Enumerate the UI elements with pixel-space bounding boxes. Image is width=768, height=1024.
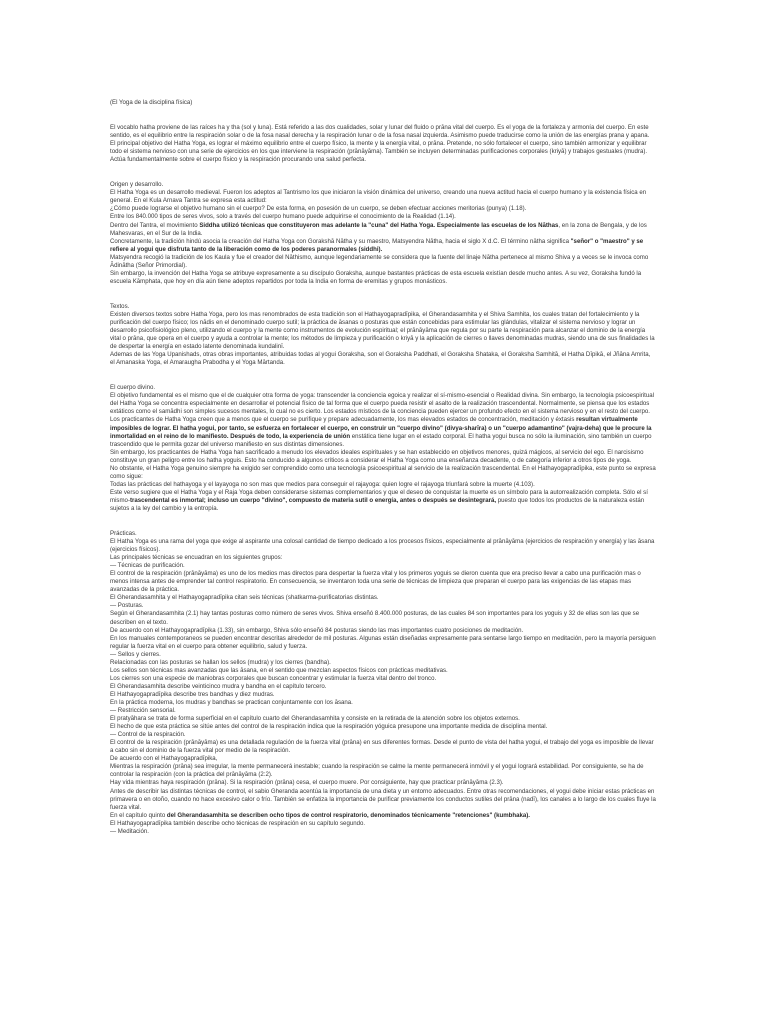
origen-paragraph-4 (110, 222, 656, 238)
cuerpo-p6-bold: trascendental es inmortal; incluso un cuerpo "divino", compuesto de materia sutil o energía, antes o después se desintegrará, (129, 496, 497, 504)
practicas-paragraph-18: Mientras la respiración (prāna) sea irregular, la mente permanecerá inestable; cuando la respiración se calme la mente permanecerá inmóvil y el yogui logrará estabilidad. Por consiguiente, se ha de controlar la respiración (con la práctica del prānāyāma (2:2). (110, 763, 644, 779)
meditacion-subheading: — Meditación. (110, 827, 149, 835)
practicas-paragraph-11: El Gherandasamhita describe veinticinco mudra y bandha en el capítulo tercero. (110, 682, 327, 690)
textos-heading: Textos. (110, 302, 130, 310)
control-subheading: — Control de la respiración. (110, 731, 186, 739)
practicas-paragraph-8: Relacionadas con las posturas se hallan los sellos (mudra) y los cierres (bandha). (110, 658, 331, 666)
practicas-paragraph-14: El pratyāhara se trata de forma superficial en el capítulo cuarto del Gherandasamhita y consiste en la retirada de la atención sobre los objetos externos. (110, 715, 520, 723)
posturas-subheading: — Posturas. (110, 602, 144, 610)
origen-p4-text-c: , en la zona de Bengala, y de los Mahesvaras, en el Sur de la India. (110, 221, 647, 237)
origen-paragraph-6: Matsyendra recogió la tradición de los Kaula y fue el creador del Nāthismo, aunque legendariamente se considera que la fuente del linaje Nātha pertenece al mismo Shiva y a veces se le invoca como Ādinātha (Señor Primordial). (110, 253, 649, 269)
origen-paragraph-3: Entre los 840.000 tipos de seres vivos, solo a través del cuerpo humano puede adquirirse el conocimiento de la Realidad (1.14). (110, 213, 456, 221)
practicas-paragraph-3: El control de la respiración (prānāyāma) es uno de los medios mas directos para despertar la fuerza vital y los primeros yoguis se dieron cuenta que era preciso llevar a cabo una purificación mas o menos intensa antes de emprender tal control respiratorio. En consecuencia, se inventaron toda una serie de técnicas de limpieza que preparan el cuerpo para las exigencias de las etapas mas avanzadas de la práctica. (110, 570, 641, 594)
cuerpo-p6-text-c: puesto que todos los productos de la naturaleza están sujetos a la ley del cambio y la entropía. (110, 496, 645, 512)
practicas-paragraph-4: El Gherandasamhita y el Hathayogapradīpika citan seis técnicas (shatkarma-purificatorias distintas. (110, 594, 379, 602)
practicas-paragraph-5: Según el Gherandasamhita (2.1) hay tantas posturas como número de seres vivos. Shiva enseñó 8.400.000 posturas, de las cuales 84 son importantes para los yoguis y 32 de ellas son las que se describen en el texto. (110, 610, 640, 626)
origen-paragraph-2: ¿Cómo puede lograrse el objetivo humano sin el cuerpo? De esta forma, en posesión de un cuerpo, se deben efectuar acciones meritorias (punya) (1.18). (110, 205, 527, 213)
practicas-paragraph-6: De acuerdo con el Hathayogapradīpika (1.33), sin embargo, Shiva sólo enseñó 84 posturas siendo las mas importantes cuatro posiciones de meditación. (110, 626, 524, 634)
cuerpo-paragraph-2 (110, 416, 656, 448)
restriccion-subheading: — Restricción sensorial. (110, 707, 176, 715)
textos-paragraph-1: Existen diversos textos sobre Hatha Yoga, pero los mas renombrados de esta tradición son el Hathayogapradīpika, el Gherandasamhita y el Shiva Samhita, los cuales tratan del fortalecimiento y la purificación del cuerpo físico; los nādis en el denominado cuerpo sutil; la práctica de āsanas o posturas que están concebidas para estimular las glándulas, vitalizar el sistema nervioso y lograr un desarrollo psicofisiológico pleno, utilizando el cuerpo y la mente como instrumentos de evolución espiritual; el prānāyāma que regula por su parte la respiración para alcanzar el dominio de la energía vital o prāna, que opera en el cuerpo y ayuda a controlar la mente; los métodos de limpieza y purificación o kriyā y la aplicación de cierres o llaves denominadas mudras, siendo una de sus finalidades la de despertar la energía en estado latente denominada kundalinī. (110, 310, 655, 351)
practicas-paragraph-13: En la práctica moderna, los mudras y bandhas se practican conjuntamente con los āsana. (110, 699, 353, 706)
origen-paragraph-1: El Hatha Yoga es un desarrollo medieval. Fueron los adeptos al Tantrismo los que iniciaron la visión dinámica del universo, creando una nueva actitud hacia el cuerpo humano y la existencia física en general. En el Kula Arnava Tantra se expresa esta actitud: (110, 189, 647, 205)
cuerpo-paragraph-5: Todas las prácticas del hathayoga y el layayoga no son mas que medios para conseguir el rajayoga: quien logre el rajayoga triunfará sobre la muerte (4.103). (110, 480, 535, 488)
intro-paragraph-1: El vocablo hatha proviene de las raíces ha y tha (sol y luna). Está referido a las dos cualidades, solar y lunar del fluido o prāna vital del cuerpo. Es el yoga de la fortaleza y armonía del cuerpo. En este sentido, es el equilibrio entre la respiración solar o de la fosa nasal derecha y la respiración lunar o de la fosa nasal izquierda. Asimismo puede traducirse como la unión de las energías prana y apana. (110, 124, 650, 140)
document-page (110, 99, 656, 836)
origen-paragraph-5 (110, 238, 656, 254)
cuerpo-paragraph-6 (110, 489, 656, 513)
practicas-paragraph-21 (110, 812, 656, 820)
sellos-subheading: — Sellos y cierres. (110, 650, 161, 658)
practicas-paragraph-22: El Hathayogapradīpika también describe ocho técnicas de respiración en su capítulo segundo. (110, 819, 366, 827)
origen-p4-bold: Siddha utilizó técnicas que constituyeron mas adelante la "cuna" del Hatha Yoga. Especialmente las escuelas de los Nāthas (199, 221, 559, 229)
practicas-paragraph-1: El Hatha Yoga es una rama del yoga que exige al aspirante una colosal cantidad de tiempo dedicado a los procesos físicos, especialmente al prānāyāma (ejercicios de respiración y energía) y las āsana (ejercicios físicos). (110, 538, 655, 554)
tecnicas-subheading: — Técnicas de purificación. (110, 562, 185, 570)
cuerpo-paragraph-3: Sin embargo, los practicantes de Hatha Yoga han sacrificado a menudo los elevados ideales espirituales y se han establecido en objetivos menores, quizá mágicos, al servicio del ego. El narcisismo constituye un gran peligro entre los hatha yoguis. Esto ha conducido a algunos críticos a considerar el Hatha Yoga como una enseñanza decadente, o de categoría inferior a otros tipos de yoga. (110, 448, 644, 464)
cuerpo-p2-text-a: Los practicantes de Hatha Yoga creen que a menos que el cuerpo se purifique y prepare adecuadamente, los mas elevados estados de concentración, meditación y éxtasis (110, 416, 577, 424)
practicas-paragraph-2: Las principales técnicas se encuadran en los siguientes grupos: (110, 554, 283, 562)
practicas-paragraph-17: De acuerdo con el Hathayogapradīpika, (110, 755, 218, 763)
practicas-p21-text-a: En el capítulo quinto (110, 811, 167, 819)
practicas-paragraph-15: El hecho de que esta práctica se sitúe antes del control de la respiración indica que la respiración yóguica presupone una importante medida de disciplina mental. (110, 723, 548, 731)
origen-p5-bold: "señor" o "maestro" y se refiere al yogui que disfruta tanto de la liberación como de los poderes paranormales (siddhi). (110, 237, 644, 253)
cuerpo-p2-bold: resultan virtualmente imposibles de lograr. El hatha yogui, por tanto, se esfuerza en fortalecer el cuerpo, en construir un "cuerpo divino" (divya-sharīra) o un "cuerpo adamantino" (vajra-deha) que le procure la inmortalidad en el reino de lo manifiesto. Después de todo, la experiencia de unión (110, 416, 652, 440)
origen-heading: Origen y desarrollo. (110, 181, 164, 189)
practicas-heading: Prácticas. (110, 530, 137, 538)
practicas-paragraph-10: Los cierres son una especie de maniobras corporales que buscan concentrar y estimular la fuerza vital dentro del tronco. (110, 674, 437, 682)
textos-paragraph-2: Ademas de las Yoga Upanishads, otras obras importantes, atribuidas todas al yogui Goraksha, son el Goraksha Paddhati, el Goraksha Shataka, el Goraksha Samhitā, el Hatha Dīpikā, el Jñāna Amrita, el Amanaska Yoga, el Amaraugha Prabodha y el Yoga Mārtanda. (110, 351, 651, 367)
practicas-paragraph-20: Antes de describir las distintas técnicas de control, el sabio Gheranda acentúa la importancia de una dieta y un entorno adecuados. Entre otras recomendaciones, el yogui debe iniciar estas prácticas en primavera o en otoño, cuando no hace excesivo calor o frío. También se enfatiza la importancia de purificar previamente los conductos sutiles del prāna (nadī), los canales a lo largo de los cuales fluye la fuerza vital. (110, 787, 656, 811)
intro-paragraph-2: El principal objetivo del Hatha Yoga, es lograr el máximo equilibrio entre el cuerpo físico, la mente y la energía vital, o prāna. Pretende, no sólo fortalecer el cuerpo, sino también armonizar y equilibrar todo el sistema nervioso con una serie de ejercicios en los que interviene la respiración (prānāyāma). También se incluyen determinadas purificaciones corporales (kriyā) y trabajos gestuales (mudra). Actúa fundamentalmente sobre el cuerpo físico y la respiración procurando una salud perfecta. (110, 140, 648, 164)
practicas-paragraph-7: En los manuales contemporaneos se pueden encontrar descritas alrededor de mil posturas. Algunas están diseñadas expresamente para sentarse largo tiempo en meditación, pero la mayoría persiguen regular la fuerza vital en el cuerpo para obtener equilibrio, salud y fuerza. (110, 634, 656, 650)
cuerpo-paragraph-1: El objetivo fundamental es el mismo que el de cualquier otra forma de yoga: transcender la conciencia egoica y realizar el sí-mismo-esencial o Realidad divina. Sin embargo, la tecnología psicoespiritual del Hatha Yoga se concentra especialmente en desarrollar el potencial físico de tal forma que el cuerpo pueda resistir el asalto de la realización trascendental. Normalmente, se piensa que los estados extáticos como el samādhi son simples sucesos mentales, lo cual no es cierto. Los estados místicos de la conciencia pueden ejercer un profundo efecto en el sistema nervioso y en el resto del cuerpo. (110, 392, 654, 416)
practicas-paragraph-16: El control de la respiración (prānāyāma) es una detallada regulación de la fuerza vital (prāna) en sus diferentes formas. Desde el punto de vista del hatha yogui, el trabajo del yoga es imposible de llevar a cabo sin el dominio de la fuerza vital por medio de la respiración. (110, 739, 654, 755)
cuerpo-p2-text-c: enstática tiene lugar en el estado corporal. El hatha yogui busca no sólo la iluminación, sino también un cuerpo trascendido que le permita gozar del universo manifiesto en sus distintas dimensiones. (110, 432, 652, 448)
practicas-paragraph-9: Los sellos son técnicas mas avanzadas que las āsana, en el sentido que mezclan aspectos físicos con prácticas meditativas. (110, 666, 448, 674)
origen-paragraph-7: Sin embargo, la invención del Hatha Yoga se atribuye expresamente a su discípulo Goraksha, aunque bastantes prácticas de esta escuela existían desde mucho antes. A su vez, Goraksha fundó la escuela Kāmphata, que hoy en día aún tiene adeptos repartidos por toda la India en forma de eremitas y grupos monásticos. (110, 269, 642, 285)
document-subtitle: (El Yoga de la disciplina física) (110, 99, 193, 106)
origen-p4-text-a: Dentro del Tantra, el movimiento (110, 221, 200, 229)
practicas-paragraph-19: Hay vida mientras haya respiración (prāna). Si la respiración (prāna) cesa, el cuerpo muere. Por consiguiente, hay que practicar prānāyāma (2.3). (110, 779, 504, 787)
practicas-paragraph-12: El Hathayogapradīpika describe tres bandhas y diez mudras. (110, 690, 275, 698)
origen-p5-text-a: Concretamente, la tradición hindú asocia la creación del Hatha Yoga con Gorakshā Nātha y su maestro, Matsyendra Nātha, hacia el siglo X d.C. El término nātha significa (110, 237, 571, 245)
cuerpo-heading: El cuerpo divino. (110, 384, 156, 392)
practicas-p21-bold: del Gherandasamhita se describen ocho tipos de control respiratorio, denominados técnicamente "retenciones" (kumbhaka). (166, 811, 530, 819)
cuerpo-p6-text-a: Este verso sugiere que el Hatha Yoga y el Raja Yoga deben considerarse sistemas complementarios y que el deseo de conquistar la muerte es un símbolo para la autorrealización completa. Sólo el sí mismo- (110, 488, 648, 504)
cuerpo-paragraph-4: No obstante, el Hatha Yoga genuino siempre ha exigido ser comprendido como una tecnología psicoespiritual al servicio de la realización trascendental. En el Hathayogapradīpika, este punto se expresa como sigue: (110, 464, 656, 480)
